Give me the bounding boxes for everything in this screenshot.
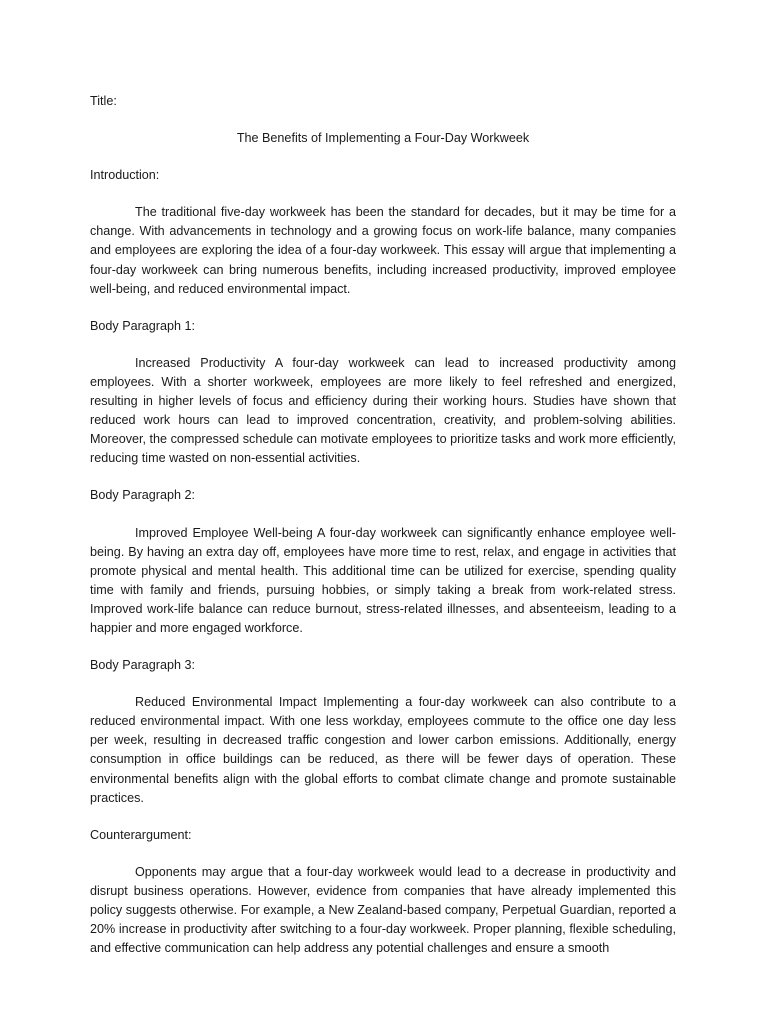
title-label: Title: bbox=[90, 94, 117, 108]
document-title: The Benefits of Implementing a Four-Day Workweek bbox=[236, 131, 530, 146]
document-page bbox=[90, 92, 676, 958]
section-heading-body-2: Body Paragraph 2: bbox=[90, 488, 196, 503]
section-heading-counterargument: Counterargument: bbox=[90, 827, 192, 842]
section-heading-body-3: Body Paragraph 3: bbox=[90, 658, 196, 673]
section-body-body-3: Reduced Environmental Impact Implementing a four-day workweek can also contribute to a reduced environmental impact. With one less workday, employees commute to the office one day less per week, resulting in decreased traffic congestion and lower carbon emissions. Additionally, energy consumption in office buildings can be reduced, as there will be fewer days of operation. These environmental benefits align with the global efforts to combat climate change and promote sustainable practices. bbox=[90, 695, 676, 805]
section-body-introduction: The traditional five-day workweek has been the standard for decades, but it may be time for a change. With advancements in technology and a growing focus on work-life balance, many companies and employees are exploring the idea of a four-day workweek. This essay will argue that implementing a four-day workweek can bring numerous benefits, including increased productivity, improved employee well-being, and reduced environmental impact. bbox=[90, 205, 676, 296]
section-body-body-1: Increased Productivity A four-day workweek can lead to increased productivity among employees. With a shorter workweek, employees are more likely to feel refreshed and energized, resulting in higher levels of focus and efficiency during their working hours. Studies have shown that reduced work hours can lead to improved concentration, creativity, and problem-solving abilities. Moreover, the compressed schedule can motivate employees to prioritize tasks and work more efficiently, reducing time wasted on non-essential activities. bbox=[90, 355, 676, 466]
section-heading-introduction: Introduction: bbox=[90, 168, 160, 183]
section-heading-body-1: Body Paragraph 1: bbox=[90, 318, 196, 333]
section-body-body-2: Improved Employee Well-being A four-day workweek can significantly enhance employee well-being. By having an extra day off, employees have more time to rest, relax, and engage in activities that promote physical and mental health. This additional time can be utilized for exercise, spending quality time with family and friends, pursuing hobbies, or simply taking a break from work-related stress. Improved work-life balance can reduce burnout, stress-related illnesses, and absenteeism, leading to a happier and more engaged workforce. bbox=[90, 525, 676, 635]
section-body-counterargument: Opponents may argue that a four-day workweek would lead to a decrease in productivity and disrupt business operations. However, evidence from companies that have already implemented this policy suggests otherwise. For example, a New Zealand-based company, Perpetual Guardian, reported a 20% increase in productivity after switching to a four-day workweek. Proper planning, flexible scheduling, and effective communication can help address any potential challenges and ensure a smooth bbox=[90, 864, 676, 956]
